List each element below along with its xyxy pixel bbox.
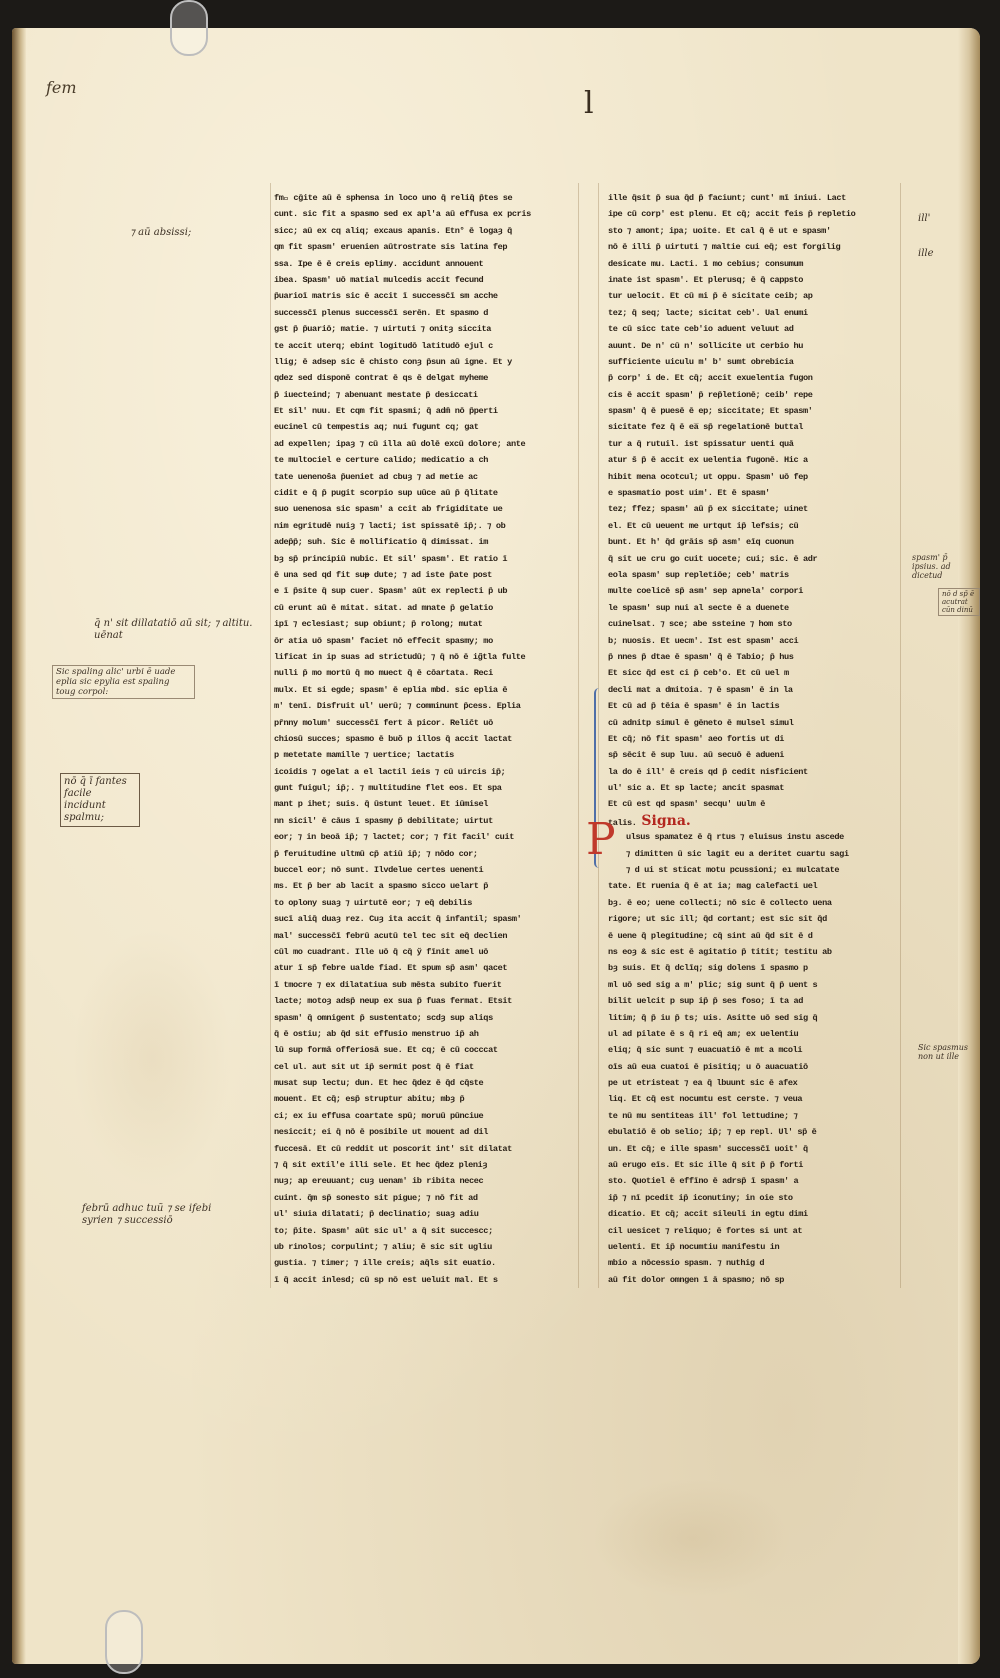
- text-line: lificat in ip suas ad strictudū; ⁊ q̄ nō ē ig̃tla fulte: [274, 651, 526, 662]
- text-line: mbio a nōcessio spasm. ⁊ nuthig d: [608, 1258, 765, 1269]
- ruling-line: [270, 183, 271, 1288]
- text-line: bȝ suis. Et q̄ dclīq; sig dolens ī spasmo p: [608, 963, 808, 974]
- text-line: nuȝ; ap ereuuant; cuȝ uenam' ib ribita necec: [274, 1176, 484, 1187]
- text-line: dicatio. Et cq̄; accit sileuli in egtu dimi: [608, 1209, 808, 1220]
- folio-mark: fem: [46, 78, 77, 97]
- text-line: ī tmocre ⁊ ex dilatatiua sub mēsta subito fuerit: [274, 979, 502, 990]
- text-line: ub rinolos; corpulint; ⁊ aliu; ē sic sit ugliu: [274, 1242, 492, 1252]
- text-line: bȝ sp̄ principiū nubic. Et sil' spasm'. Et ratio ī: [274, 553, 508, 564]
- text-line: bilit uelcit p sup ip̄ p̄ ses foso; ī ta ad: [608, 996, 804, 1007]
- text-line: cuinelsat. ⁊ sce; abe ssteine ⁊ hom sto: [608, 619, 792, 630]
- text-line: ipī ⁊ eclesiast; sup obiunt; p̄ rolong; mutat: [274, 619, 483, 630]
- text-line: Et sicc q̄d est ci p̄ ceb'o. Et cū uel m: [608, 668, 789, 679]
- text-column-right: [608, 190, 908, 1288]
- text-line: talis. Signa.: [608, 812, 691, 829]
- text-line: cis ē accit spasm' p̄ rep̄letionē; ceib' repe: [608, 389, 813, 400]
- text-line: el. Et cū ueuent me urtqut ip̄ lefsis; cū: [608, 520, 799, 531]
- text-line: tez; ffez; spasm' aū p̄ ex siccitate; uinet: [608, 504, 808, 515]
- text-line: llig; ē adsep sic ē chisto conȝ p̄sun aū igne. Et y: [274, 356, 512, 367]
- text-line: ⁊ dimitten ū sic lagit eu a deritet cuartu sagi: [626, 848, 849, 859]
- text-line: eor; ⁊ in beoā ip̄; ⁊ lactet; cor; ⁊ fit facil' cuit: [274, 832, 514, 843]
- text-line: hibit mena ocotcul; ut oppu. Spasm' uō fep: [608, 471, 808, 482]
- text-line: ns eoȝ & sic est ē agitatio p̄ titit; testitu ab: [608, 946, 832, 957]
- text-line: decli mat a dmitoia. ⁊ ē spasm' ē in la: [608, 684, 793, 695]
- margin-note: q̄ n' sit dillatatiō aū sit; ⁊ altitu. uēnat: [94, 618, 253, 641]
- text-line: ip̄ ⁊ nī pcedit ip̄ iconutiny; in oie sto: [608, 1192, 793, 1203]
- text-line: rigore; ut sic ill; q̄d cortant; est sic sit q̄d: [608, 914, 827, 925]
- text-line: cū adnitp simul ē gēneto ē mulsel simul: [608, 717, 794, 728]
- text-column-left: [274, 190, 574, 1288]
- text-line: mal' successc̄ī febrū acutū tel tec sit eq̄ declien: [274, 930, 508, 941]
- text-line: ī q̄ accit inlesd; cū sp nō est ueluit mal. Et s: [274, 1274, 498, 1285]
- page-edge-left: [12, 28, 26, 1664]
- text-line: to; p̄ite. Spasm' aūt sic ul' a q̄ sit succescc;: [274, 1225, 493, 1236]
- ruling-line: [578, 183, 579, 1288]
- text-line: ebulatiō ē ob selio; ip̄; ⁊ ep repl. Ul' sp̄ ē: [608, 1127, 817, 1138]
- text-line: ul ad pilate ē s q̄ ri eq̄ am; ex uelentiu: [608, 1028, 799, 1039]
- text-line: chiosū succes; spasmo ē buŏ p illos q̄ accit lactat: [274, 733, 512, 744]
- text-line: cidit e q̄ p̄ pugit scorpio sup uūce aū p̄ q̄litate: [274, 488, 498, 499]
- text-line: sicc; aū ex cq aliq; excaus apanis. Etn° ē logaȝ q̄: [274, 225, 512, 236]
- text-line: suo uenenosa sic spasm' a ccit ab frigiditate ue: [274, 504, 503, 515]
- text-line: ⁊ d ui st sticat motu pcussioni; eı mulcatate: [626, 865, 840, 876]
- text-line: sicitate fez q̄ ē ea̅ sp̄ regelationē buttal: [608, 422, 804, 433]
- text-line: ulsus spamatez ē q̄ rtus ⁊ eluisus instu ascede: [626, 832, 844, 843]
- text-line: buccel eor; nō sunt. Ilvdelue certes uenenti: [274, 865, 484, 876]
- text-line: adep̄p̄; suh. Sic ē mollificatio q̄ dimissat. im: [274, 537, 489, 548]
- text-line: ille q̄sit p̄ sua q̄d p̄ faciunt; cunt' mī iniui. Lact: [608, 193, 846, 203]
- margin-note: Sic spasmus non ut ille: [918, 1043, 969, 1061]
- text-line: mouent. Et cq̄; esp̄ struptur abitu; mbȝ p̄: [274, 1094, 465, 1105]
- text-line: ipe cū corp' est plenu. Et cq̄; accit feis p̄ repletio: [608, 209, 856, 220]
- text-line: ci; ex iu effusa coartate spū; moruū pūnciue: [274, 1110, 484, 1121]
- text-line: nesiccit; ei q̄ nō ē posibile ut mouent ad dil: [274, 1127, 489, 1138]
- manuscript-page: [12, 28, 980, 1664]
- text-line: oīs aū eua cuatoi ē pisitiq; u ō auacuatiō: [608, 1061, 808, 1072]
- text-line: multe coelicē sp̄ asm' sep apnela' corpori: [608, 586, 804, 597]
- text-line: nō ē illi p̄ uirtuti ⁊ maltie cui eq̄; est forgilig: [608, 242, 841, 253]
- margin-note: ill': [918, 213, 931, 224]
- text-line: fm᷑ cḡite aū ē sphensa in loco uno q̄ reliq̄ p̄tes se: [274, 193, 513, 203]
- margin-note: febrū adhuc tuũ ⁊ se ifebi syrien ⁊ successiō: [82, 1203, 212, 1226]
- text-line: tate. Et ruenia q̄ ē at ia; mag calefacti uel: [608, 881, 818, 892]
- text-line: cuint. q̄m sp̄ sonesto sit pigue; ⁊ nō fit ad: [274, 1192, 478, 1203]
- text-line: qm fit spasm' eruenien aūtrostrate sis latina fep: [274, 242, 508, 253]
- text-line: aū fit dolor omngen ī ā spasmo; nō sp: [608, 1274, 785, 1285]
- text-line: q̄ sit ue cru go cuit uocete; cui; sic. ē adr: [608, 553, 818, 564]
- text-line: nulli p̄ mo mortū q̄ mo muect q̄ ē cōartata. Reci: [274, 668, 493, 679]
- text-line: ōr atia uō spasm' faciet nō effecit spasmy; mo: [274, 635, 493, 646]
- paper-clip-top: [170, 0, 208, 56]
- text-line: p̄ iuecteind; ⁊ abenuant mestate p̄ desiccati: [274, 389, 478, 400]
- text-line: ssa. Ipe ē ē creis eplimy. accidunt annouent: [274, 258, 484, 269]
- text-line: Et cq̄; nō fit spasm' aeo fortis ut di: [608, 733, 785, 744]
- text-line: sufficiente uiculu m' b' sumt obrebicia: [608, 356, 794, 367]
- text-line: sp̄ sēcit ē sup luu. aū secuō ē adueni: [608, 750, 785, 761]
- margin-note: nō d sp̄ ē acutrat cūn dinū: [938, 588, 980, 616]
- text-line: ul' siuia dilatati; p̄ declinatio; suaȝ adiu: [274, 1209, 479, 1220]
- text-line: spasm' q̄ omnigent p̄ sustentato; scdȝ sup aliqs: [274, 1012, 493, 1023]
- text-line: gustia. ⁊ timer; ⁊ ille creis; aq̄ls sit euatio.: [274, 1258, 496, 1269]
- text-line: bunt. Et h' q̄d grāis sp̄ asm' eīq cuonun: [608, 537, 794, 548]
- text-line: successc̄ī plenus successc̄ī serēn. Et spasmo d: [274, 307, 489, 318]
- text-line: aū erugo eīs. Et sic ille q̄ sit p̄ p̄ forti: [608, 1160, 804, 1171]
- text-line: bȝ. ē eo; uene collecti; nō sic ē collecto uena: [608, 897, 832, 908]
- margin-note: spasm' p̄ ipsius. ad dicetud: [912, 553, 951, 580]
- paper-clip-bottom: [105, 1610, 143, 1674]
- text-line: icoidis ⁊ ogelat a el lactil ieis ⁊ cū uircis ip̄;: [274, 766, 506, 777]
- text-line: Et cū ad p̄ tēia ē spasm' ē in lactis: [608, 701, 780, 712]
- text-line: pe ut etristeat ⁊ ea q̄ lbuunt sic ē afex: [608, 1078, 798, 1089]
- text-line: sto. Quotiel ē effīno ē adrsp̄ ī spasm' a: [608, 1176, 799, 1187]
- text-line: te cū sicc tate ceb'io aduent veluut ad: [608, 324, 794, 335]
- text-line: inate ist spasm'. Et plerusq; ē q̄ cappsto: [608, 274, 804, 285]
- text-line: musat sup lectu; dun. Et hec q̄dez ē q̄d cq̄ste: [274, 1078, 484, 1089]
- text-line: mulx. Et si egde; spasm' ē eplia mbd. sic eplia ē: [274, 684, 508, 695]
- text-line: ul' sic a. Et sp lacte; ancit spasmat: [608, 783, 785, 794]
- text-line: tate uenenoŝa p̄ueniet ad cbuȝ ⁊ ad metie ac: [274, 471, 478, 482]
- text-line: spasm' q̄ ē puesē ē ep; siccitate; Et spasm': [608, 406, 813, 417]
- text-line: lacte; motoȝ adsp̄ neup ex sua p̄ fuas fermat. Etsit: [274, 996, 512, 1007]
- text-line: q̄ ē ostiu; ab q̄d sit effusio menstruo ip̄ ah: [274, 1028, 479, 1039]
- parchment-stain: [592, 1478, 792, 1598]
- text-line: to oplony suaȝ ⁊ uirtutē eor; ⁊ eq̄ debilis: [274, 897, 473, 908]
- text-line: te multociel e certure calido; medicatio a ch: [274, 455, 489, 466]
- text-line: gunt fuigul; ip̄;. ⁊ multitudine flet eos. Et spa: [274, 783, 502, 794]
- text-line: eucinel cū tempestis aq; nui fugunt cq; gat: [274, 422, 479, 433]
- rubric-heading: Signa.: [636, 812, 691, 829]
- text-line: gst p̄ p̄uariō; matie. ⁊ uirtuti ⁊ onitȝ siccita: [274, 324, 492, 335]
- text-line: p̄ nnes p̄ dtae ē spasm' q̄ ē Tabio; p̄ hus: [608, 651, 794, 662]
- text-line: sto ⁊ amont; ipa; uoite. Et cal q̄ ē ut e spasm': [608, 225, 831, 236]
- text-line: te accit uterq; ebint logitudō latitudō ejul c: [274, 340, 493, 351]
- text-line: cūl mo cuadrant. Ille uō q̄ cq̄ y̆ fīnit amel uō: [274, 946, 489, 957]
- text-line: ad expellen; ipaȝ ⁊ cū illa aū dolē excū dolore; ante: [274, 438, 526, 449]
- page-edge-right: [958, 28, 980, 1664]
- text-line: qdez sed disponē contrat ē qs ē delgat myheme: [274, 373, 489, 384]
- text-line: la do ē ill' ē creis qd p̄ cedit nisficient: [608, 766, 808, 777]
- text-line: p metetate mamille ⁊ uertice; lactatis: [274, 750, 454, 761]
- text-line: cil uesicet ⁊ reliquo; ē fortes si unt at: [608, 1225, 803, 1236]
- text-line: Et sil' nuu. Et cqm fit spasmi; q̄ adm̄ nō p̄perti: [274, 406, 498, 417]
- decorated-initial: P: [586, 814, 616, 865]
- text-line: p̄ feruitudine ultmū cp̄ atiū ip̄; ⁊ nōdo cor;: [274, 848, 478, 859]
- text-line: liq. Et cq̄ est nocumtu est cerste. ⁊ veua: [608, 1094, 803, 1105]
- text-line: te nū mu sentiteas ill' fol lettudine; ⁊: [608, 1110, 798, 1121]
- text-line: litim; q̄ p̄ iu p̄ ts; uis. Asitte uō sed sig q̄: [608, 1012, 818, 1023]
- text-line: desicate mu. Lacti. ī mo cebius; consumum: [608, 258, 804, 269]
- text-line: mant p ihet; suis. q̄ ūstunt leuet. Et iūmisel: [274, 799, 489, 810]
- text-line: fuccesā. Et cū reddit ut poscorit int' sit dilatat: [274, 1143, 512, 1154]
- text-line: p̄uarioī matris sic ē accit ī successc̄ī sm acche: [274, 291, 498, 302]
- text-line: atur ī sp̄ febre ualde fiad. Et spum sp̄ asm' qacet: [274, 963, 508, 974]
- margin-note: nō q̄ ī fantes facile incidunt spalmu;: [60, 773, 140, 827]
- margin-note: Sic spaling alic' urbi ē uade eplia sic epylia est spaling toug corpol:: [52, 665, 195, 699]
- text-line: tur uelocit. Et cū mi p̄ ē sicitate ceib; ap: [608, 291, 813, 302]
- text-line: pr̄nny molum' successc̄ī fert ā picor. Relic̄t uō: [274, 717, 493, 728]
- text-line: cunt. sic fit a spasmo sed ex apl'a aū effusa ex pcris: [274, 209, 531, 220]
- text-line: Et cū est qd spasm' secqu' uulm ē: [608, 799, 765, 810]
- parchment-stain: [72, 928, 232, 1188]
- text-line: b; nuosis. Et uecm'. Ist est spasm' acci: [608, 635, 799, 646]
- text-line: m' tenī. Disfruit ul' uerū; ⁊ comminunt p̄cess. Eplia: [274, 701, 521, 712]
- text-line: ē una sed qd fit suᵽ dute; ⁊ ad iste p̄ate post: [274, 569, 492, 580]
- text-line: un. Et cq̄; e ille spasm' successc̄ī uoit' q̄: [608, 1143, 808, 1154]
- text-line: lū sup formā offeriosā sue. Et cq; ē cū cocccat: [274, 1045, 498, 1056]
- text-line: tur a q̄ rutuil. ist spissatur uenti quā: [608, 438, 794, 449]
- text-line: cū erunt aū ē mitat. sitat. ad mnate p̄ gelatio: [274, 602, 493, 613]
- text-line: e spasmatio post uim'. Et ē spasm': [608, 488, 770, 499]
- text-line: ml uō sed sig a m' plic; sig sunt q̄ p̄ uent s: [608, 979, 818, 990]
- text-line: p̄ corp' i de. Et cq̄; accit exuelentia fugon: [608, 373, 813, 384]
- text-line: ms. Et p̄ ber ab lacit a spasmo sicco uelart p̄: [274, 881, 489, 892]
- margin-note: ⁊ aū absissi;: [130, 227, 192, 238]
- text-line: eola spasm' sup repletiōe; ceb' matris: [608, 569, 789, 580]
- text-line: tez; q̄ seq; lacte; sicitat ceb'. Ual enumi: [608, 307, 808, 318]
- text-line: sucī aliq̄ duaȝ rez. Cuȝ ita accit q̄ infantil; spasm': [274, 914, 522, 925]
- text-line: uelenti. Et ip̄ nocumtiu manifestu in: [608, 1242, 780, 1252]
- text-line: ē uene q̄ plegitudine; cq̄ sint aū q̄d sit ē d: [608, 930, 813, 941]
- text-line: nn sicil' ē cāus ī spasmy p̄ debilitate; uirtut: [274, 815, 493, 826]
- column-letter: l: [584, 86, 594, 121]
- text-line: ⁊ q̄ sit extil'e illi sele. Et hec q̄dez pleniȝ: [274, 1160, 488, 1171]
- text-line: e ī p̄site q̄ sup cuer. Spasm' aūt ex replecti p̄ ub: [274, 586, 508, 597]
- text-line: le spasm' sup nui al secte ē a duenete: [608, 602, 789, 613]
- text-line: atur s̄ p̄ ē accit ex uelentia fugonē. Hic a: [608, 455, 808, 466]
- margin-note: ille: [918, 248, 934, 259]
- text-line: ibea. Spasm' uō matial mulcedis accit fecund: [274, 274, 484, 285]
- text-line: auunt. De n' cū n' sollicite ut cerbio hu: [608, 340, 804, 351]
- text-line: nim egritudē nuiȝ ⁊ lacti; ist spissatē ip̄;. ⁊ ob: [274, 520, 506, 531]
- text-line: eliq; q̄ sic sunt ⁊ euacuatiō ē mt a mcoli: [608, 1045, 803, 1056]
- text-line: cel ul. aut sit ut ip̄ sermit post q̄ ē fiat: [274, 1061, 474, 1072]
